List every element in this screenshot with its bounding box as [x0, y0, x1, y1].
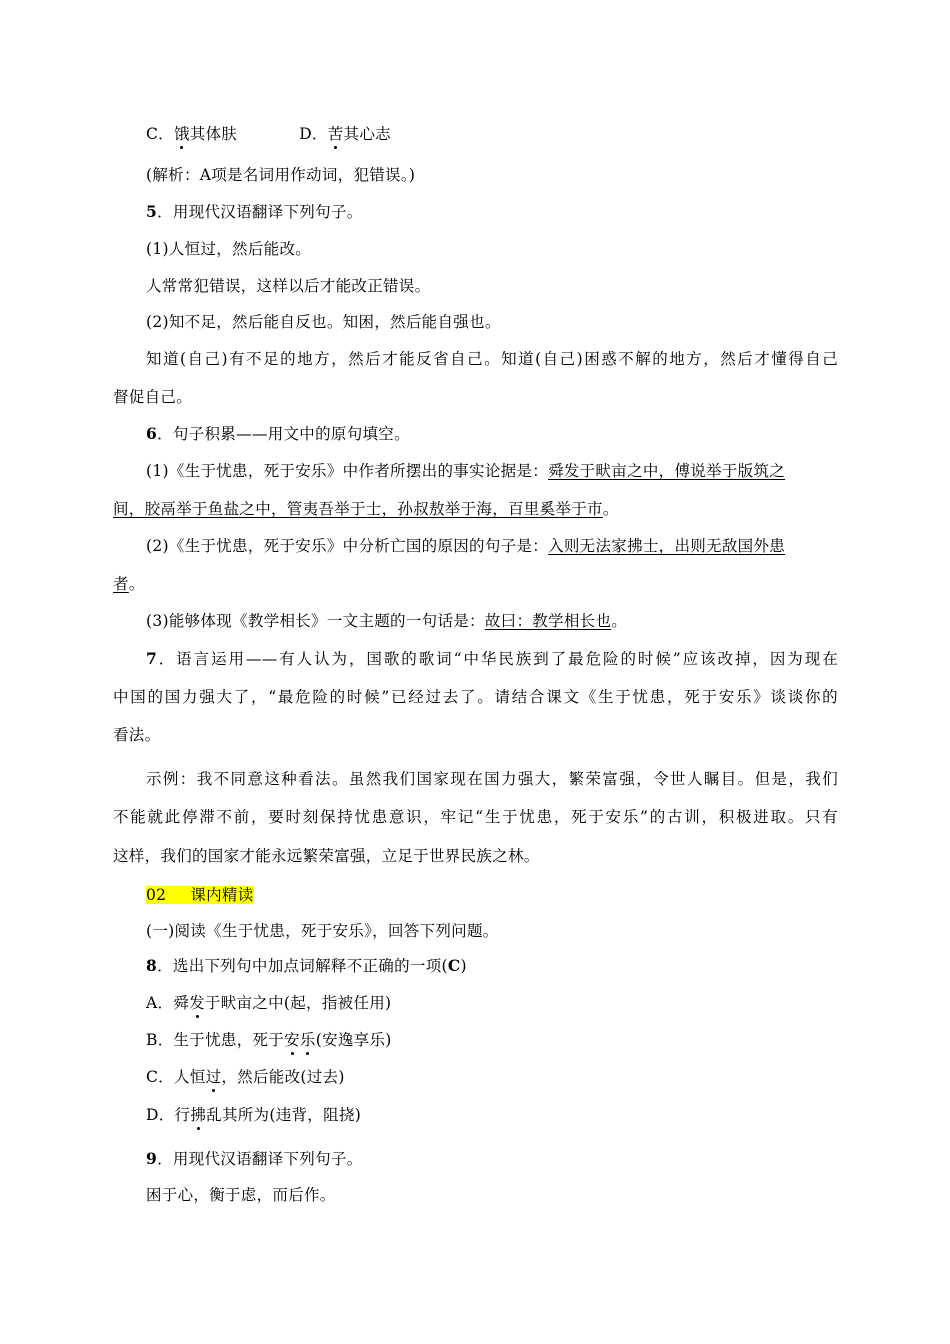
q6-part-1-line2: 间，胶鬲举于鱼盐之中，管夷吾举于士，孙叔敖举于海，百里奚举于市。	[113, 500, 619, 518]
fill-answer: 故曰：教学相长也	[484, 612, 612, 630]
dotted-char: 乐	[299, 1031, 316, 1049]
option-c-text: 其体肤	[189, 125, 238, 143]
section-title: 课内精读	[190, 886, 254, 904]
option-d-text: 其心志	[343, 125, 391, 143]
q6-part-1-line1: (1)《生于忧患，死于安乐》中作者所摆出的事实论据是：舜发于畎亩之中，傅说举于版筑之	[146, 462, 786, 480]
q8-stem: 8．选出下列句中加点词解释不正确的一项(C)	[146, 956, 467, 975]
q8-option-d: D．行拂乱其所为(违背，阻挠)	[146, 1106, 362, 1124]
question-number: 9	[146, 1149, 158, 1168]
dotted-word	[284, 1031, 316, 1049]
fill-answer: 者	[113, 575, 129, 593]
q7-answer-line1: 示例：我不同意这种看法。虽然我们国家现在国力强大，繁荣富强，令世人瞩目。但是，我们	[146, 770, 838, 788]
dotted-word: 饿	[173, 125, 190, 143]
fill-answer: 舜发于畎亩之中，傅说举于版筑之	[548, 462, 786, 480]
question-number: 6	[146, 424, 158, 443]
q7-answer-line3: 这样，我们的国家才能永远繁荣富强，立足于世界民族之林。	[113, 847, 540, 865]
q6-part-2-line2: 者。	[113, 575, 145, 593]
q4-options-cd	[146, 123, 391, 145]
q6-part-2-line1: (2)《生于忧患，死于安乐》中分析亡国的原因的句子是：入则无法家拂士，出则无敌国外患	[146, 537, 786, 555]
q9-stem: 9．用现代汉语翻译下列句子。	[146, 1149, 363, 1168]
q4-analysis: (解析：A项是名词用作动词，犯错误。)	[146, 166, 416, 184]
q9-sentence-1: 困于心，衡于虑，而后作。	[146, 1186, 336, 1204]
q5-answer-1: 人常常犯错误，这样以后才能改正错误。	[146, 277, 431, 295]
q5-sentence-1: (1)人恒过，然后能改。	[146, 240, 312, 258]
question-number: 7	[146, 649, 158, 668]
q7-answer-line2: 不能就此停滞不前，要时刻保持忧患意识，牢记“生于忧患，死于安乐”的古训，积极进取。只有	[113, 808, 838, 826]
q8-option-a: A．舜发于畎亩之中(起，指被任用)	[146, 994, 392, 1012]
section-number: 02	[146, 886, 190, 904]
q6-stem: 6．句子积累——用文中的原句填空。	[146, 424, 410, 443]
q7-stem-line2: 中国的国力强大了，“最危险的时候”已经过去了。请结合课文《生于忧患，死于安乐》谈谈你的	[113, 688, 838, 706]
q6-part-3: (3)能够体现《教学相长》一文主题的一句话是：故曰：教学相长也。	[146, 612, 628, 630]
dotted-word: 过	[205, 1068, 222, 1086]
q5-answer-2-line1: 知道(自己)有不足的地方，然后才能反省自己。知道(自己)困惑不解的地方，然后才懂得自己	[146, 350, 838, 368]
dotted-word: 发	[189, 994, 205, 1012]
q5-sentence-2: (2)知不足，然后能自反也。知困，然后能自强也。	[146, 313, 501, 331]
q7-stem-line1: 7．语言运用——有人认为，国歌的歌词“中华民族到了最危险的时候”应该改掉，因为现在	[146, 649, 838, 668]
question-number: 8	[146, 956, 158, 975]
option-c-label: C．	[146, 125, 174, 143]
q7-stem-line3: 看法。	[113, 726, 161, 744]
q5-stem: 5．用现代汉语翻译下列句子。	[146, 202, 363, 221]
q5-answer-2-line2: 督促自己。	[113, 388, 193, 406]
option-d-label: D．	[299, 125, 328, 143]
fill-answer: 间，胶鬲举于鱼盐之中，管夷吾举于士，孙叔敖举于海，百里奚举于市	[113, 500, 603, 518]
dotted-word: 苦	[327, 125, 344, 143]
answer-letter: C	[447, 956, 461, 975]
dotted-word: 拂	[190, 1106, 207, 1124]
q8-option-c: C．人恒过，然后能改(过去)	[146, 1068, 345, 1086]
q8-option-b: B．生于忧患，死于安乐(安逸享乐)	[146, 1031, 392, 1049]
reading-intro: (一)阅读《生于忧患，死于安乐》，回答下列问题。	[146, 922, 499, 940]
dotted-char: 安	[284, 1031, 300, 1049]
question-number: 5	[146, 202, 158, 221]
fill-answer: 入则无法家拂士，出则无敌国外患	[548, 537, 786, 555]
section-heading	[146, 884, 254, 906]
